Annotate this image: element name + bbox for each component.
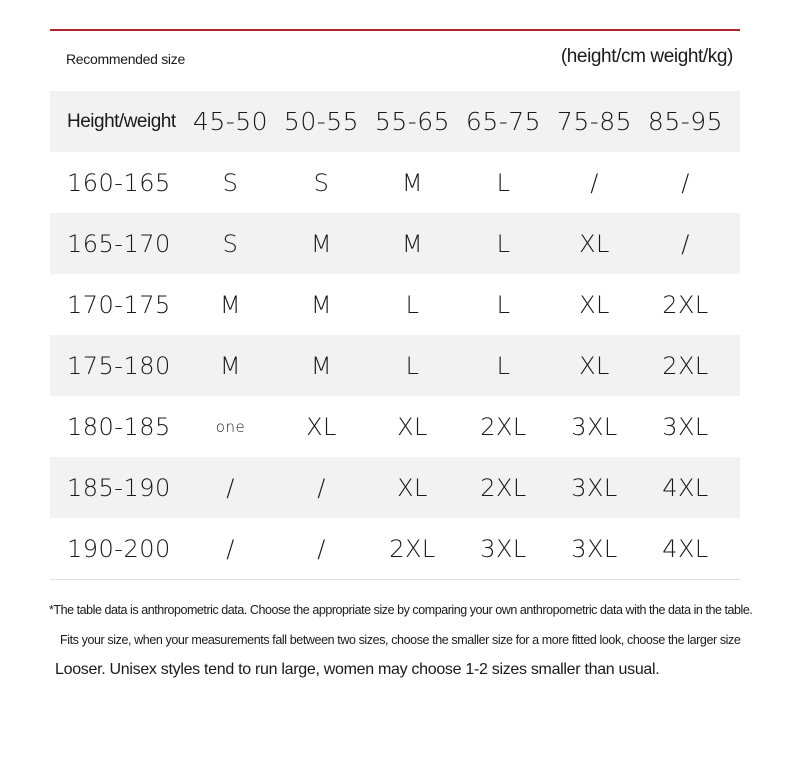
size-cell: M	[401, 229, 424, 258]
size-cell: M	[219, 351, 242, 380]
height-range-cell: 180-185	[67, 412, 171, 441]
table-row	[50, 152, 740, 213]
size-cell: 2XL	[662, 351, 709, 380]
size-cell: 3XL	[571, 534, 618, 563]
size-cell: 2XL	[480, 412, 527, 441]
height-range-cell: 160-165	[67, 168, 171, 197]
footnote-line-3: Looser. Unisex styles tend to run large, women may choose 1-2 sizes smaller than usual.	[55, 661, 660, 678]
size-cell: 4XL	[662, 473, 709, 502]
size-cell: L	[496, 168, 511, 197]
size-cell: M	[310, 351, 333, 380]
size-cell: XL	[579, 229, 610, 258]
footnote-line-2: Fits your size, when your measurements fall between two sizes, choose the smaller size for a more fitted look, choose the larger size	[60, 633, 741, 647]
size-cell: L	[496, 351, 511, 380]
size-cell: 3XL	[571, 473, 618, 502]
size-cell: S	[222, 168, 239, 197]
weight-range-header: 75-85	[556, 107, 633, 136]
size-cell: XL	[397, 412, 428, 441]
size-cell: /	[681, 168, 690, 197]
table-bottom-divider	[50, 579, 740, 580]
table-row	[50, 213, 740, 274]
size-cell: 3XL	[480, 534, 527, 563]
table-header-row	[50, 91, 740, 152]
size-cell: /	[317, 534, 326, 563]
height-range-cell: 165-170	[67, 229, 171, 258]
size-cell: L	[496, 229, 511, 258]
size-cell: /	[590, 168, 599, 197]
size-chart-table	[50, 91, 740, 579]
table-row	[50, 335, 740, 396]
size-cell: M	[219, 290, 242, 319]
size-cell: 2XL	[389, 534, 436, 563]
table-row	[50, 518, 740, 579]
size-cell: L	[405, 290, 420, 319]
size-cell: 4XL	[662, 534, 709, 563]
table-row	[50, 396, 740, 457]
table-row	[50, 457, 740, 518]
corner-label: Height/weight	[67, 110, 176, 132]
size-cell: L	[405, 351, 420, 380]
top-accent-rule	[50, 29, 740, 31]
weight-range-header: 45-50	[192, 107, 269, 136]
size-cell: one	[215, 417, 246, 436]
size-cell: /	[681, 229, 690, 258]
size-cell: XL	[306, 412, 337, 441]
height-range-cell: 185-190	[67, 473, 171, 502]
size-cell: M	[310, 229, 333, 258]
size-cell: 3XL	[662, 412, 709, 441]
weight-range-header: 85-95	[647, 107, 724, 136]
weight-range-header: 65-75	[465, 107, 542, 136]
units-label: (height/cm weight/kg)	[560, 46, 733, 67]
size-cell: S	[222, 229, 239, 258]
section-title: Recommended size	[66, 51, 185, 67]
size-cell: /	[226, 534, 235, 563]
size-cell: XL	[579, 351, 610, 380]
footnote-line-1: *The table data is anthropometric data. Choose the appropriate size by comparing your own anthropometric data with the data in the table.	[49, 603, 753, 617]
size-cell: 2XL	[480, 473, 527, 502]
height-range-cell: 175-180	[67, 351, 171, 380]
size-cell: /	[317, 473, 326, 502]
table-row	[50, 274, 740, 335]
size-cell: M	[401, 168, 424, 197]
height-range-cell: 190-200	[67, 534, 171, 563]
size-cell: XL	[397, 473, 428, 502]
weight-range-header: 55-65	[374, 107, 451, 136]
size-cell: M	[310, 290, 333, 319]
weight-range-header: 50-55	[283, 107, 360, 136]
size-cell: 2XL	[662, 290, 709, 319]
size-cell: S	[313, 168, 330, 197]
size-cell: 3XL	[571, 412, 618, 441]
size-cell: /	[226, 473, 235, 502]
height-range-cell: 170-175	[67, 290, 171, 319]
size-cell: XL	[579, 290, 610, 319]
size-cell: L	[496, 290, 511, 319]
